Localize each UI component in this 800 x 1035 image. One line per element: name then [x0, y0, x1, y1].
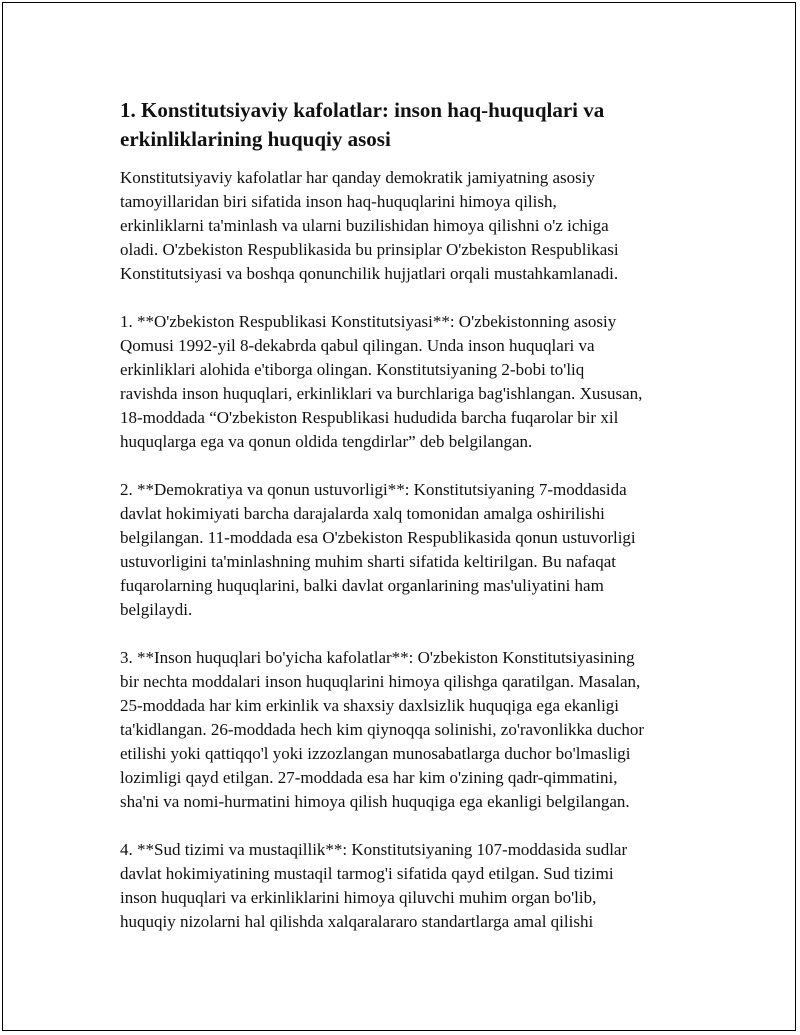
- paragraph-constitution: 1. **O'zbekiston Respublikasi Konstitutsiyasi**: O'zbekistonning asosiy Qomusi 1992-yil 8-dekabrda qabul qilingan. Unda inson huquqlari va erkinliklari alohida e'tiborga olingan. Konstitutsiyaning 2-bobi to'liq ravishda inson huquqlari, erkinliklari va burchlariga bag'ishlangan. Xususan, 18-moddada “O'zbekiston Respublikasi hududida barcha fuqarolar bir xil huquqlarga ega va qonun oldida tengdirlar” deb belgilangan.: [120, 312, 643, 451]
- section-heading: 1. Konstitutsiyaviy kafolatlar: inson haq-huquqlari va erkinliklarining huquqiy asosi: [120, 98, 605, 151]
- paragraph-judiciary: 4. **Sud tizimi va mustaqillik**: Konstitutsiyaning 107-moddasida sudlar davlat hokimiyatining mustaqil tarmog'i sifatida qayd etilgan. Sud tizimi inson huquqlari va erkinliklarini himoya qiluvchi muhim organ bo'lib, huquqiy nizolarni hal qilishda xalqaralararo standartlarga amal qilishi: [120, 840, 628, 931]
- intro-paragraph: Konstitutsiyaviy kafolatlar har qanday demokratik jamiyatning asosiy tamoyillaridan biri sifatida inson haq-huquqlarini himoya qilish, erkinliklarni ta'minlash va ularni buzilishidan himoya qilishni o'z ichiga oladi. O'zbekiston Respublikasida bu prinsiplar O'zbekiston Respublikasi Konstitutsiyasi va boshqa qonunchilik hujjatlari orqali mustahkamlanadi.: [120, 168, 619, 283]
- document-page: [2, 2, 796, 1031]
- document-body: [120, 96, 705, 958]
- paragraph-human-rights: 3. **Inson huquqlari bo'yicha kafolatlar**: O'zbekiston Konstitutsiyasining bir nechta moddalari inson huquqlarini himoya qilishga qaratilgan. Masalan, 25-moddada har kim erkinlik va shaxsiy daxlsizlik huquqiga ega ekanligi ta'kidlangan. 26-moddada hech kim qiynoqqa solinishi, zo'ravonlikka duchor etilishi yoki qattiqqo'l yoki izzozlangan munosabatlarga duchor bo'lmasligi lozimligi qayd etilgan. 27-moddada esa har kim o'zining qadr-qimmatini, sha'ni va nomi-hurmatini himoya qilish huquqiga ega ekanligi belgilangan.: [120, 648, 645, 811]
- paragraph-democracy: 2. **Demokratiya va qonun ustuvorligi**: Konstitutsiyaning 7-moddasida davlat hokimiyati barcha darajalarda xalq tomonidan amalga oshirilishi belgilangan. 11-moddada esa O'zbekiston Respublikasida qonun ustuvorligi ustuvorligini ta'minlashning muhim sharti sifatida keltirilgan. Bu nafaqat fuqarolarning huquqlarini, balki davlat organlarining mas'uliyatini ham belgilaydi.: [120, 480, 636, 619]
